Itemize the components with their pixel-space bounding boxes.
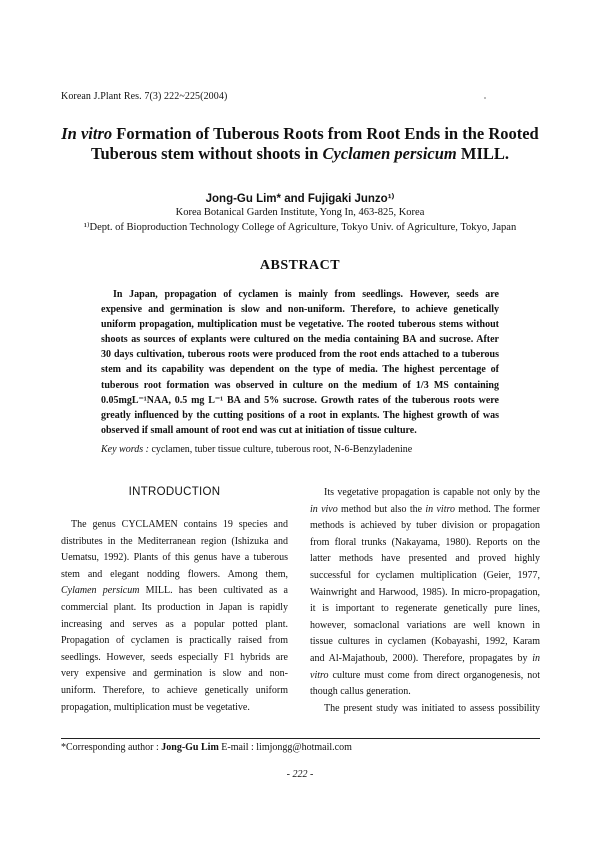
in-vitro-italic: in vitro [425,503,455,515]
title-species-name: Cyclamen persicum [322,144,457,163]
text-fragment: and Al-Majathoub, 2000). Therefore, propagates by [310,652,533,664]
affiliation-1: Korea Botanical Garden Institute, Yong In, 463-825, Korea [175,207,425,218]
paper-title [40,124,560,164]
species-italic: Cylamen persicum [61,585,140,597]
abstract-line: In Japan, propagation of cyclamen is mainly from seedlings. However, seeds are [113,289,499,300]
title-line-1 [40,124,560,144]
text-line: The genus CYCLAMEN contains 19 species and [71,519,288,530]
abstract-line: observed if small amount of root end was cut at initiation of tissue culture. [101,424,417,436]
text-line: commercial plant. Its production in Japan is rapidly [61,601,288,613]
vitro-italic: vitro [310,669,329,681]
title-line1-text: Formation of Tuberous Roots from Root Ends in the Rooted [112,124,539,143]
abstract-line: shoots as sources of explants were cultured on the media containing BA and sucrose. After [101,334,499,346]
text-line [310,668,540,685]
journal-citation: Korean J.Plant Res. 7(3) 222~225(2004) [61,91,228,102]
in-italic: in [532,652,540,664]
title-line-2 [40,144,560,164]
text-line: successful for cyclamen multiplication (Geier, 1977, [310,569,540,581]
text-line [310,502,540,519]
text-line: increasing and serves as a popular potted plant. [61,618,288,630]
text-line [61,583,288,600]
corresponding-author-note [61,742,352,753]
corr-name: Jong-Gu Lim [161,742,219,753]
text-line: Wainwright and Harwood, 1985). In micro-propagation, [310,586,540,598]
text-line: Propagation of cyclamen is practically raised from [61,635,288,647]
abstract-body [101,287,499,438]
abstract-line: 0.05mgL⁻¹NAA, 0.5 mg L⁻¹ BA and 5% sucrose. Growth rates of the tuberous roots were [101,394,499,406]
keywords [101,444,412,455]
title-line2-start: Tuberous stem without shoots in [90,144,323,163]
title-italic-in-vitro: In vitro [61,124,113,143]
text-fragment: MILL. has been cultivated as a [139,585,288,597]
text-line: Its vegetative propagation is capable not only by the [324,487,540,498]
right-column [310,485,540,717]
abstract-line: stem and its capability was dependent on the type of media. The highest percentage of [101,364,499,376]
corr-email: E-mail : limjongg@hotmail.com [218,742,352,753]
left-column [61,517,288,716]
abstract-line: uniform propagation, multiplication must be vegetative. The rooted tuberous stems without [101,319,499,331]
keywords-label: Key words : [101,444,149,455]
text-line: stem and elegant nodding flowers. Among them, [61,568,288,580]
text-line: propagation, multiplication must be vegetative. [61,701,250,713]
abstract-line: expensive and germination is slow and non-uniform. Therefore, to achieve genetically [101,304,499,316]
text-line: latter methods have presented and proved highly [310,553,540,565]
text-line: though callus generation. [310,686,411,698]
text-line: uniform. Therefore, to achieve genetically uniform [61,684,288,696]
text-line: from floral trunks (Nakayama, 1980). Reports on the [310,536,540,548]
text-line: however, somaclonal variations are well known in [310,619,540,631]
author-list: Jong-Gu Lim* and Fujigaki Junzo¹⁾ [205,193,395,205]
footnote-rule [61,738,540,739]
text-line [310,651,540,668]
text-fragment: method. The former [455,503,540,515]
introduction-heading: INTRODUCTION [128,486,221,498]
abstract-heading: ABSTRACT [259,258,341,273]
abstract-line: 30 days cultivation, tuberous roots were produced from the root ends attached to a tuberous [101,349,499,361]
text-line: very expensive and germination is slow and non- [61,668,288,680]
text-fragment: culture must come from direct organogenesis, not [328,669,540,681]
title-line2-end: MILL. [456,144,510,163]
text-line: Uematsu, 1992). Plants of this genus have a tuberous [61,552,288,564]
keywords-text: cyclamen, tuber tissue culture, tuberous root, N-6-Benzyladenine [148,444,413,455]
corr-label: *Corresponding author : [61,742,162,753]
affiliation-2: ¹⁾Dept. of Bioproduction Technology College of Agriculture, Tokyo Univ. of Agriculture, Tokyo, Japan [83,222,517,233]
scan-speck [484,97,486,99]
in-vivo-italic: in vivo [310,503,338,515]
text-fragment: method but also the [337,503,426,515]
text-line: The present study was initiated to assess possibility [324,702,540,714]
page-number: - 222 - [286,769,314,780]
abstract-line: greatly influenced by the cutting positions of a root in explants. The highest growth of was [101,409,499,421]
text-line: tissue cultures in cyclamen (Kobayashi, 1992, Karam [310,636,540,648]
text-line: methods is achieved by tuber division or propagation [310,520,540,532]
text-line: it is important to regenerate genetically pure lines, [310,603,540,615]
text-line: seedlings. However, seeds especially F1 hybrids are [61,651,288,663]
abstract-line: tuberous root formation was observed in culture on the medium of 1/3 MS containing [101,379,499,391]
text-line: distributes in the Mediterranean region (Ishizuka and [61,535,288,547]
